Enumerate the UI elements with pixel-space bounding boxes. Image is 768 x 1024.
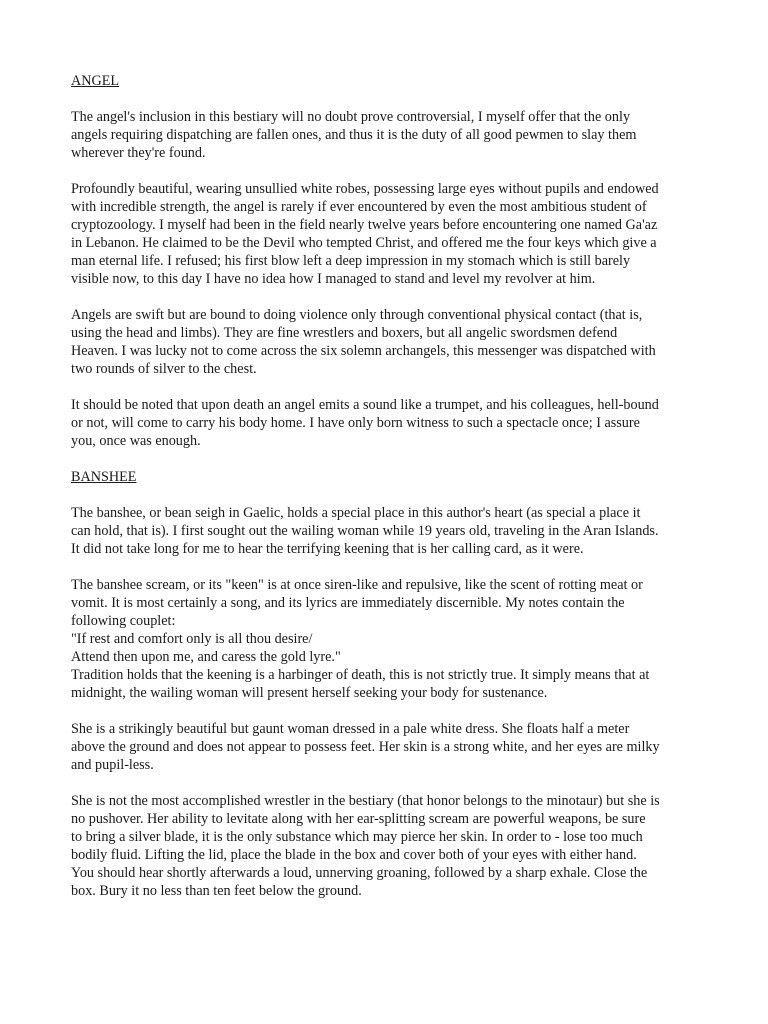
section-banshee [71, 468, 731, 900]
text-line: you, once was enough. [71, 433, 201, 449]
text-line: no pushover. Her ability to levitate along with her ear-splitting scream are powerful weapons, be sure [71, 811, 646, 827]
text-line: midnight, the wailing woman will present herself seeking your body for sustenance. [71, 685, 548, 701]
section-heading: ANGEL [71, 73, 120, 89]
section-angel [71, 72, 731, 450]
text-line: It should be noted that upon death an angel emits a sound like a trumpet, and his colleagues, hell-bound [71, 397, 659, 413]
text-line: in Lebanon. He claimed to be the Devil who tempted Christ, and offered me the four keys which give a [71, 235, 657, 251]
section-heading: BANSHEE [71, 469, 137, 485]
text-line: or not, will come to carry his body home. I have only born witness to such a spectacle once; I assure [71, 415, 640, 431]
text-line: following couplet: [71, 613, 176, 629]
text-line: and pupil-less. [71, 757, 154, 773]
text-line: Profoundly beautiful, wearing unsullied white robes, possessing large eyes without pupils and endowed [71, 181, 659, 197]
text-line: above the ground and does not appear to possess feet. Her skin is a strong white, and her eyes are milky [71, 739, 660, 755]
text-line: The banshee, or bean seigh in Gaelic, holds a special place in this author's heart (as special a place it [71, 505, 641, 521]
paragraph [71, 576, 731, 702]
paragraph [71, 504, 731, 558]
text-line: She is a strikingly beautiful but gaunt woman dressed in a pale white dress. She floats half a meter [71, 721, 630, 737]
text-line: Tradition holds that the keening is a harbinger of death, this is not strictly true. It simply means that at [71, 667, 650, 683]
text-line: cryptozoology. I myself had been in the field nearly twelve years before encountering one named Ga'az [71, 217, 658, 233]
text-line: two rounds of silver to the chest. [71, 361, 257, 377]
text-line: vomit. It is most certainly a song, and its lyrics are immediately discernible. My notes contain the [71, 595, 625, 611]
text-line: It did not take long for me to hear the terrifying keening that is her calling card, as it were. [71, 541, 584, 557]
text-line: Heaven. I was lucky not to come across the six solemn archangels, this messenger was dispatched with [71, 343, 656, 359]
text-line: using the head and limbs). They are fine wrestlers and boxers, but all angelic swordsmen defend [71, 325, 618, 341]
document-page [71, 72, 731, 918]
paragraph [71, 108, 731, 162]
text-line: box. Bury it no less than ten feet below the ground. [71, 883, 362, 899]
quote-line: "If rest and comfort only is all thou desire/ [71, 631, 313, 647]
text-line: visible now, to this day I have no idea how I managed to stand and level my revolver at him. [71, 271, 596, 287]
paragraph [71, 720, 731, 774]
text-line: man eternal life. I refused; his first blow left a deep impression in my stomach which is still barely [71, 253, 631, 269]
text-line: to bring a silver blade, it is the only substance which may pierce her skin. In order to - lose too much [71, 829, 643, 845]
quote-line: Attend then upon me, and caress the gold lyre." [71, 649, 341, 665]
paragraph [71, 396, 731, 450]
paragraph [71, 306, 731, 378]
paragraph [71, 180, 731, 288]
text-line: bodily fluid. Lifting the lid, place the blade in the box and cover both of your eyes with either hand. [71, 847, 637, 863]
text-line: The angel's inclusion in this bestiary will no doubt prove controversial, I myself offer that the only [71, 109, 631, 125]
text-line: wherever they're found. [71, 145, 206, 161]
text-line: angels requiring dispatching are fallen ones, and thus it is the duty of all good pewmen to slay them [71, 127, 637, 143]
paragraph [71, 792, 731, 900]
text-line: Angels are swift but are bound to doing violence only through conventional physical contact (that is, [71, 307, 643, 323]
text-line: The banshee scream, or its "keen" is at once siren-like and repulsive, like the scent of rotting meat or [71, 577, 643, 593]
text-line: You should hear shortly afterwards a loud, unnerving groaning, followed by a sharp exhale. Close the [71, 865, 648, 881]
text-line: with incredible strength, the angel is rarely if ever encountered by even the most ambitious student of [71, 199, 647, 215]
text-line: can hold, that is). I first sought out the wailing woman while 19 years old, traveling in the Aran Islands. [71, 523, 659, 539]
text-line: She is not the most accomplished wrestler in the bestiary (that honor belongs to the minotaur) but she is [71, 793, 660, 809]
